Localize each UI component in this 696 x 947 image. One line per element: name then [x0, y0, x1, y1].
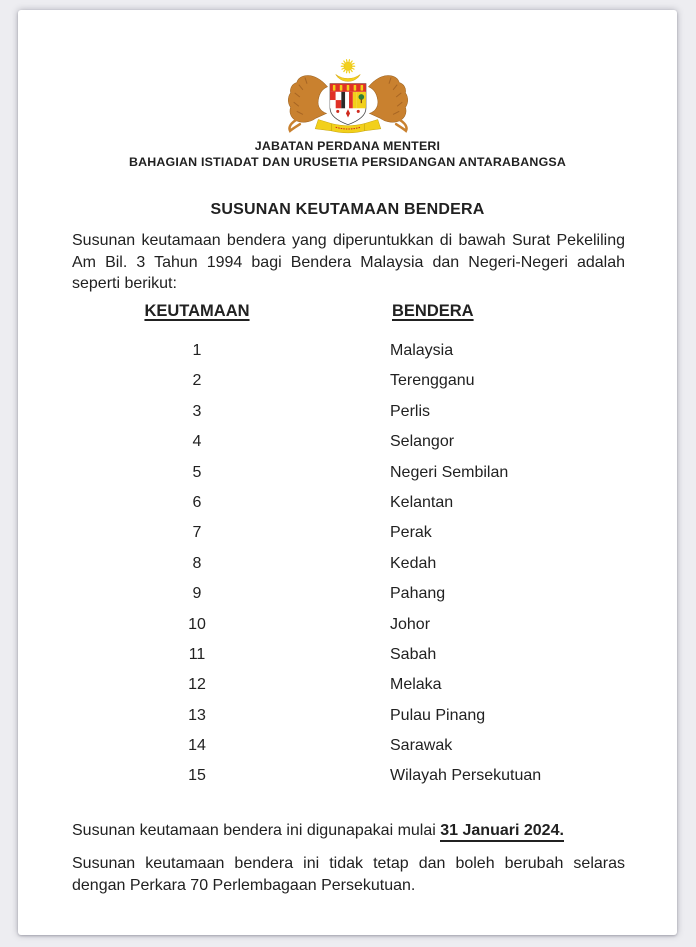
flag-cell: Negeri Sembilan — [390, 463, 509, 481]
effective-date-prefix: Susunan keutamaan bendera ini digunapakai mulai — [72, 822, 436, 839]
flag-cell: Sarawak — [390, 737, 453, 755]
priority-cell: 5 — [192, 463, 202, 481]
table-row — [72, 670, 625, 700]
priority-cell: 15 — [188, 767, 206, 785]
table-body — [72, 336, 625, 792]
priority-cell: 6 — [192, 493, 202, 511]
priority-cell: 7 — [192, 524, 202, 542]
table-row — [72, 336, 625, 366]
priority-cell: 9 — [192, 585, 202, 603]
table-row — [72, 701, 625, 731]
priority-cell: 8 — [192, 554, 202, 572]
flag-column-header: BENDERA — [392, 302, 474, 320]
table-row — [72, 518, 625, 548]
table-row — [72, 549, 625, 579]
priority-cell: 10 — [188, 615, 206, 633]
priority-cell: 12 — [188, 676, 206, 694]
priority-cell: 2 — [192, 372, 202, 390]
table-row — [72, 488, 625, 518]
flag-cell: Malaysia — [390, 342, 454, 359]
priority-cell: 4 — [192, 433, 202, 451]
flag-cell: Selangor — [390, 433, 455, 451]
flag-cell: Perak — [390, 524, 432, 542]
priority-table — [72, 298, 625, 792]
flag-cell: Sabah — [390, 645, 437, 663]
flag-cell: Kelantan — [390, 493, 454, 511]
priority-cell: 14 — [188, 737, 206, 755]
flag-cell: Kedah — [390, 554, 437, 572]
priority-cell: 3 — [192, 402, 202, 420]
malaysia-coat-of-arms-icon — [281, 56, 415, 138]
table-row — [72, 427, 625, 457]
shield-icon — [330, 84, 366, 125]
star-and-crescent-icon — [335, 60, 360, 82]
priority-cell: 1 — [192, 342, 202, 359]
letterhead — [18, 138, 677, 170]
flag-cell: Wilayah Persekutuan — [390, 767, 542, 785]
priority-cell: 11 — [188, 645, 206, 663]
flag-cell: Perlis — [390, 402, 431, 420]
table-row — [72, 731, 625, 761]
flag-cell: Johor — [390, 615, 431, 633]
flag-cell: Pulau Pinang — [390, 706, 486, 724]
flag-cell: Pahang — [390, 585, 446, 603]
priority-column-header: KEUTAMAAN — [144, 302, 250, 320]
table-row — [72, 640, 625, 670]
division-name: BAHAGIAN ISTIADAT DAN URUSETIA PERSIDANGAN ANTARABANGSA — [128, 155, 567, 169]
table-row — [72, 761, 625, 791]
table-header-row — [72, 298, 625, 324]
flag-cell: Terengganu — [390, 372, 475, 390]
intro-paragraph: Susunan keutamaan bendera yang diperuntukkan di bawah Surat Pekeliling Am Bil. 3 Tahun 1994 bagi Bendera Malaysia dan Negeri-Negeri adalah seperti berikut: — [72, 232, 625, 292]
effective-date: 31 Januari 2024. — [440, 822, 564, 842]
ministry-name: JABATAN PERDANA MENTERI — [254, 139, 441, 153]
effective-date-line — [72, 820, 625, 842]
table-row — [72, 458, 625, 488]
priority-cell: 13 — [188, 706, 206, 724]
document-page — [18, 10, 677, 935]
table-row — [72, 610, 625, 640]
amendment-note: Susunan keutamaan bendera ini tidak tetap dan boleh berubah selaras dengan Perkara 70 Perlembagaan Persekutuan. — [72, 855, 625, 894]
flag-cell: Melaka — [390, 676, 442, 694]
table-row — [72, 397, 625, 427]
table-row — [72, 366, 625, 396]
document-title: SUSUNAN KEUTAMAAN BENDERA — [210, 201, 485, 218]
table-row — [72, 579, 625, 609]
